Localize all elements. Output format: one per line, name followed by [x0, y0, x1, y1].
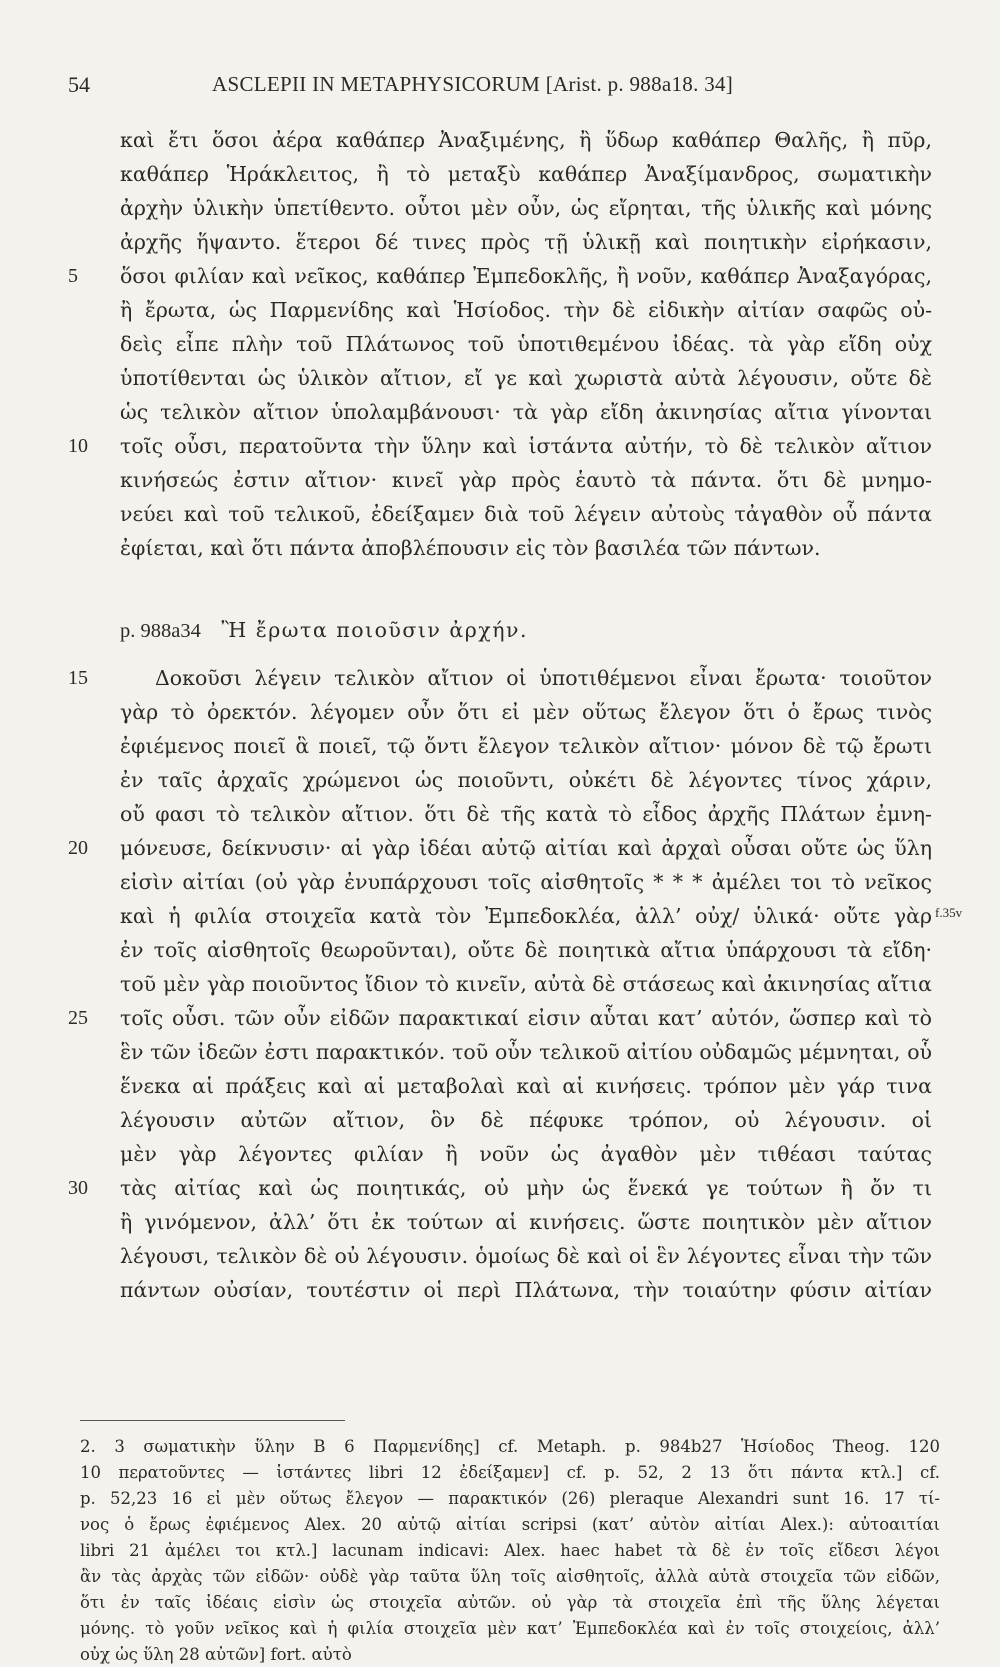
text-line: ἓν τῶν ἰδεῶν ἐστι παρακτικόν. τοῦ οὖν τελικοῦ αἰτίου οὐδαμῶς μέμνηται, οὗ	[120, 1040, 932, 1064]
text-line: δεὶς εἶπε πλὴν τοῦ Πλάτωνος τοῦ ὑποτιθεμένου ἰδέας. τὰ γὰρ εἴδη οὐχ	[120, 332, 932, 356]
text-line: ἐφίεται, καὶ ὅτι πάντα ἀποβλέπουσιν εἰς τὸν βασιλέα τῶν πάντων.	[120, 536, 821, 560]
apparatus-line: οὐχ ὡς ὕλη 28 αὐτῶν] fort. αὐτὸ	[80, 1645, 352, 1664]
apparatus-line: ὅτι ἐν ταῖς ἰδέαις εἰσὶν ὡς στοιχεῖα αὐτῶν. οὐ γὰρ τὰ στοιχεῖα ἐπὶ τῆς ὕλης λέγεται	[80, 1593, 940, 1612]
apparatus-line: 10 περατοῦντες — ἱστάντες libri 12 ἐδείξαμεν] cf. p. 52, 2 13 ὅτι πάντα κτλ.] cf.	[80, 1463, 940, 1482]
lemma	[120, 615, 528, 646]
text-line: ὅσοι φιλίαν καὶ νεῖκος, καθάπερ Ἐμπεδοκλῆς, ἢ νοῦν, καθάπερ Ἀναξαγόρας,	[120, 264, 932, 288]
text-line: γὰρ τὸ ὀρεκτόν. λέγομεν οὖν ὅτι εἰ μὲν οὕτως ἔλεγον ὅτι ὁ ἔρως τινὸς	[120, 700, 932, 724]
text-line: τοῦ μὲν γὰρ ποιοῦντος ἴδιον τὸ κινεῖν, αὐτὰ δὲ στάσεως καὶ ἀκινησίας αἴτια	[120, 972, 932, 996]
text-line: λέγουσι, τελικὸν δὲ οὐ λέγουσιν. ὁμοίως δὲ καὶ οἱ ἓν λέγοντες εἶναι τὴν τῶν	[120, 1244, 932, 1268]
text-line: τοῖς οὖσι, περατοῦντα τὴν ὕλην καὶ ἱστάντα αὐτήν, τὸ δὲ τελικὸν αἴτιον	[120, 434, 932, 458]
text-line: ἐφιέμενος ποιεῖ ἃ ποιεῖ, τῷ ὄντι ἔλεγον τελικὸν αἴτιον· μόνον δὲ τῷ ἔρωτι	[120, 734, 932, 758]
text-line: εἰσὶν αἰτίαι (οὐ γὰρ ἐνυπάρχουσι τοῖς αἰσθητοῖς * * * ἀμέλει τοι τὸ νεῖκος	[120, 870, 932, 894]
margin-folio-note: f.35v	[935, 905, 963, 920]
apparatus-line: libri 21 ἀμέλει τοι κτλ.] lacunam indicavi: Alex. haec habet τὰ δὲ ἐν τοῖς εἴδεσι λέγοι	[80, 1541, 940, 1560]
line-number: 25	[68, 1007, 88, 1029]
line-number: 20	[68, 837, 88, 859]
text-line: οὔ φασι τὸ τελικὸν αἴτιον. ὅτι δὲ τῆς κατὰ τὸ εἶδος ἀρχῆς Πλάτων ἐμνη-	[120, 802, 932, 826]
text-line: καθάπερ Ἡράκλειτος, ἢ τὸ μεταξὺ καθάπερ Ἀναξίμανδρος, σωματικὴν	[120, 162, 932, 186]
apparatus-line: ἂν τὰς ἀρχὰς τῶν εἰδῶν· οὐδὲ γὰρ ταῦτα ὕλη τοῖς αἰσθητοῖς, ἀλλὰ αὐτὰ στοιχεῖα τῶν εἰδῶν,	[80, 1567, 940, 1586]
text-line: ἢ γινόμενον, ἀλλ’ ὅτι ἐκ τούτων αἱ κινήσεις. ὥστε ποιητικὸν μὲν αἴτιον	[120, 1210, 932, 1234]
text-line: κινήσεώς ἐστιν αἴτιον· κινεῖ γὰρ πρὸς ἑαυτὸ τὰ πάντα. ὅτι δὲ μνημο-	[120, 468, 932, 492]
text-line: μόνευσε, δείκνυσιν· αἱ γὰρ ἰδέαι αὐτῷ αἰτίαι καὶ ἀρχαὶ οὖσαι οὔτε ὡς ὕλη	[120, 836, 932, 860]
line-number: 5	[68, 265, 78, 287]
page-header	[0, 62, 1000, 102]
text-line: ὡς τελικὸν αἴτιον ὑπολαμβάνουσι· τὰ γὰρ εἴδη ἀκινησίας αἴτια γίνονται	[120, 400, 932, 424]
apparatus-line: p. 52,23 16 εἰ μὲν οὕτως ἔλεγον — παρακτικόν (26) pleraque Alexandri sunt 16. 17 τί-	[80, 1489, 940, 1508]
text-line: ἀρχῆς ἥψαντο. ἕτεροι δέ τινες πρὸς τῇ ὑλικῇ καὶ ποιητικὴν εἰρήκασιν,	[120, 230, 932, 254]
text-line: ὑποτίθενται ὡς ὑλικὸν αἴτιον, εἴ γε καὶ χωριστὰ αὐτὰ λέγουσιν, οὔτε δὲ	[120, 366, 932, 390]
text-line: καὶ ἔτι ὅσοι ἀέρα καθάπερ Ἀναξιμένης, ἢ ὕδωρ καθάπερ Θαλῆς, ἢ πῦρ,	[120, 128, 932, 152]
text-line: Δοκοῦσι λέγειν τελικὸν αἴτιον οἱ ὑποτιθέμενοι εἶναι ἔρωτα· τοιοῦτον	[155, 666, 932, 690]
text-line: καὶ ἡ φιλία στοιχεῖα κατὰ τὸν Ἐμπεδοκλέα, ἀλλ’ οὐχ/ ὑλικά· οὔτε γὰρ	[120, 904, 932, 928]
line-number: 15	[68, 667, 88, 689]
text-line: ἕνεκα αἱ πράξεις καὶ αἱ μεταβολαὶ καὶ αἱ κινήσεις. τρόπον μὲν γάρ τινα	[120, 1074, 932, 1098]
apparatus-line: μόνης. τὸ γοῦν νεῖκος καὶ ἡ φιλία στοιχεῖα μὲν κατ’ Ἐμπεδοκλέα καὶ ἐν τοῖς στοιχείοις, ἀλλ’	[80, 1619, 940, 1638]
text-line: ἀρχὴν ὑλικὴν ὑπετίθεντο. οὗτοι μὲν οὖν, ὡς εἴρηται, τῆς ὑλικῆς καὶ μόνης	[120, 196, 932, 220]
footnote-rule	[80, 1420, 345, 1421]
line-number: 10	[68, 435, 88, 457]
apparatus-line: νος ὁ ἔρως ἐφιέμενος Alex. 20 αὐτῷ αἰτίαι scripsi (κατ’ αὐτὸν αἰτίαι Alex.): αὐτοαιτίαι	[80, 1515, 940, 1534]
lemma-reference: p. 988a34	[120, 620, 201, 642]
text-line: τοῖς οὖσι. τῶν οὖν εἰδῶν παρακτικαί εἰσιν αὗται κατ’ αὐτόν, ὥσπερ καὶ τὸ	[120, 1006, 932, 1030]
text-line: ἐν τοῖς αἰσθητοῖς θεωροῦνται), οὔτε δὲ ποιητικὰ αἴτια ὑπάρχουσι τὰ εἴδη·	[120, 938, 932, 962]
text-line: ἐν ταῖς ἀρχαῖς χρώμενοι ὡς ποιοῦντι, οὐκέτι δὲ λέγοντες τίνος χάριν,	[120, 768, 932, 792]
lemma-text: Ἢ ἔρωτα ποιοῦσιν ἀρχήν.	[221, 618, 528, 642]
text-line: μὲν γὰρ λέγοντες φιλίαν ἢ νοῦν ὡς ἀγαθὸν μὲν τιθέασι ταύτας	[120, 1142, 932, 1166]
page-number: 54	[68, 72, 90, 97]
text-line: ἢ ἔρωτα, ὡς Παρμενίδης καὶ Ἡσίοδος. τὴν δὲ εἰδικὴν αἰτίαν σαφῶς οὐ-	[120, 298, 932, 322]
text-line: λέγουσιν αὐτῶν αἴτιον, ὃν δὲ πέφυκε τρόπον, οὐ λέγουσιν. οἱ	[120, 1108, 932, 1132]
text-line: πάντων οὐσίαν, τουτέστιν οἱ περὶ Πλάτωνα, τὴν τοιαύτην φύσιν αἰτίαν	[120, 1278, 932, 1302]
text-line: τὰς αἰτίας καὶ ὡς ποιητικάς, οὐ μὴν ὡς ἕνεκά γε τούτων ἢ ὄν τι	[120, 1176, 932, 1200]
apparatus-line: 2. 3 σωματικὴν ὕλην B 6 Παρμενίδης] cf. Metaph. p. 984b27 Ἡσίοδος Theog. 120	[80, 1437, 940, 1456]
running-head: ASCLEPII IN METAPHYSICORUM [Arist. p. 988a18. 34]	[212, 72, 734, 96]
text-line: νεύει καὶ τοῦ τελικοῦ, ἐδείξαμεν διὰ τοῦ λέγειν αὐτοὺς τἀγαθὸν οὗ πάντα	[120, 502, 932, 526]
line-number: 30	[68, 1177, 88, 1199]
